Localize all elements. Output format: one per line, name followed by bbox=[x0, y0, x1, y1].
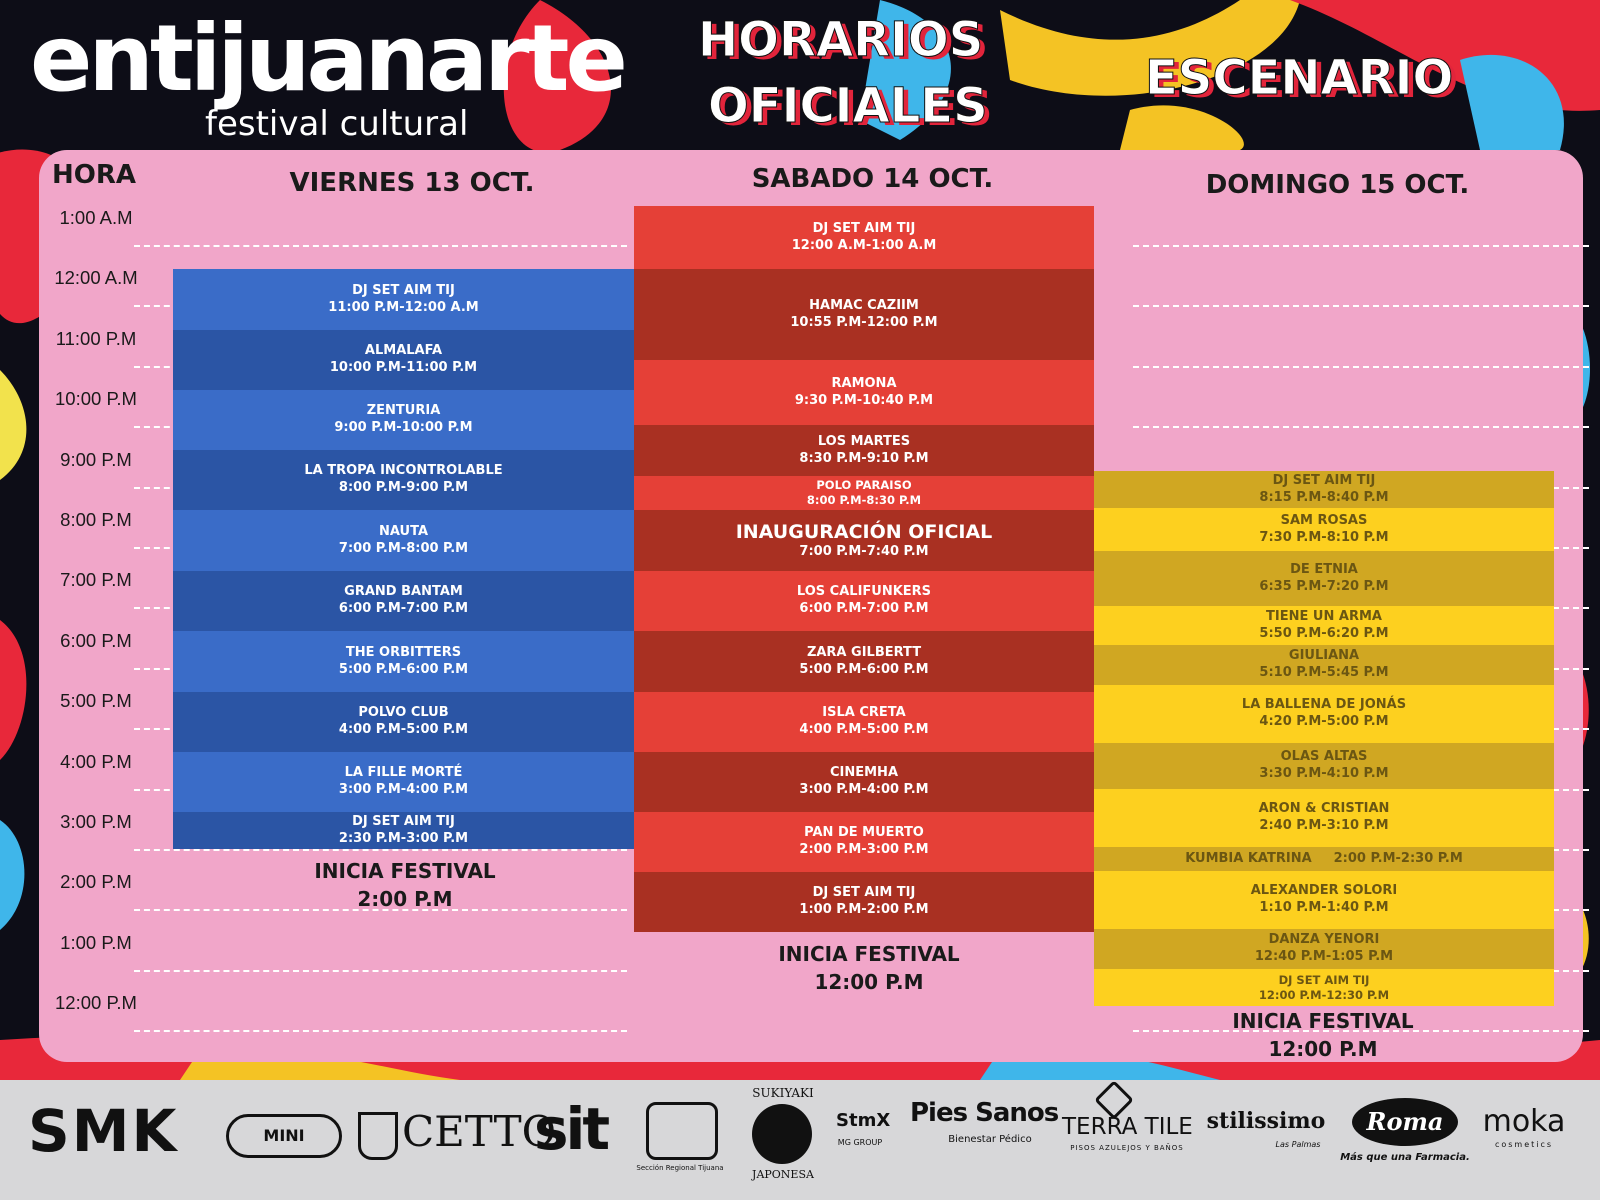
slot-artist: GRAND BANTAM bbox=[344, 584, 463, 600]
day-header-friday: VIERNES 13 OCT. bbox=[289, 168, 535, 198]
slot-artist: SAM ROSAS bbox=[1280, 512, 1368, 528]
slot-time: 8:30 P.M-9:10 P.M bbox=[799, 450, 929, 466]
schedule-slot bbox=[1094, 871, 1554, 929]
schedule-slot bbox=[173, 269, 634, 330]
hour-label: 11:00 P.M bbox=[55, 328, 137, 349]
slot-time: 8:00 P.M-8:30 P.M bbox=[806, 493, 922, 507]
slot-time: 3:30 P.M-4:10 P.M bbox=[1259, 766, 1389, 781]
sponsor-sukiyaki-bottom: JAPONESA bbox=[752, 1168, 814, 1181]
schedule-slot bbox=[634, 425, 1094, 476]
slot-time: 5:50 P.M-6:20 P.M bbox=[1259, 625, 1389, 641]
day-header-sunday: DOMINGO 15 OCT. bbox=[1205, 170, 1470, 200]
sponsor-stilissimo: stilissimo bbox=[1206, 1108, 1326, 1134]
slot-artist: KUMBIA KATRINA bbox=[1185, 850, 1312, 866]
hour-label: 12:00 P.M bbox=[55, 992, 137, 1013]
hour-label: 6:00 P.M bbox=[60, 630, 132, 651]
slot-time: 1:10 P.M-1:40 P.M bbox=[1259, 900, 1389, 915]
slot-artist: ALMALAFA bbox=[364, 343, 443, 359]
schedule-slot bbox=[634, 692, 1094, 752]
slot-artist: DJ SET AIM TIJ bbox=[812, 220, 916, 236]
brand-tagline: festival cultural bbox=[205, 104, 469, 144]
schedule-slot bbox=[173, 812, 634, 849]
schedule-slot bbox=[634, 872, 1094, 932]
slot-artist: DANZA YENORI bbox=[1268, 932, 1380, 948]
sponsor-sit: sit bbox=[534, 1095, 608, 1163]
slot-artist: DJ SET AIM TIJ bbox=[1272, 472, 1376, 488]
slot-time: 3:00 P.M-4:00 P.M bbox=[799, 782, 929, 797]
slot-artist: LOS MARTES bbox=[817, 433, 911, 449]
hour-label: 9:00 P.M bbox=[60, 449, 132, 470]
friday-festival-start bbox=[290, 857, 520, 913]
slot-time: 11:00 P.M-12:00 A.M bbox=[328, 299, 479, 315]
slot-time: 4:00 P.M-5:00 P.M bbox=[338, 722, 469, 737]
sponsor-terra-tile: TERRA TILE bbox=[1062, 1114, 1193, 1140]
slot-time: 8:15 P.M-8:40 P.M bbox=[1259, 489, 1389, 505]
slot-time: 12:00 P.M-12:30 P.M bbox=[1258, 987, 1390, 1002]
hour-label: 5:00 P.M bbox=[60, 690, 132, 711]
friday-inicia-time: 2:00 P.M bbox=[357, 887, 453, 911]
schedule-slot bbox=[1094, 929, 1554, 969]
schedule-slot bbox=[634, 360, 1094, 425]
title-escenario: ESCENARIO bbox=[1145, 50, 1454, 106]
slot-artist: ZENTURIA bbox=[366, 403, 441, 419]
hour-label: 1:00 A.M bbox=[59, 207, 133, 228]
schedule-slot bbox=[634, 206, 1094, 269]
slot-artist: POLVO CLUB bbox=[358, 705, 449, 721]
slot-time: 9:00 P.M-10:00 P.M bbox=[334, 420, 473, 435]
hour-label: 7:00 P.M bbox=[60, 569, 132, 590]
hour-label: 8:00 P.M bbox=[60, 509, 132, 530]
slot-time: 7:00 P.M-8:00 P.M bbox=[338, 540, 469, 556]
slot-artist: LA TROPA INCONTROLABLE bbox=[304, 463, 503, 479]
sponsor-stmx-sub: MG GROUP bbox=[837, 1138, 883, 1147]
slot-time: 12:40 P.M-1:05 P.M bbox=[1254, 949, 1394, 964]
slot-time: 7:30 P.M-8:10 P.M bbox=[1259, 529, 1389, 545]
slot-time: 8:00 P.M-9:00 P.M bbox=[338, 480, 469, 495]
hour-label: 4:00 P.M bbox=[60, 751, 132, 772]
slot-artist: GIULIANA bbox=[1288, 648, 1360, 664]
schedule-slot bbox=[173, 752, 634, 812]
slot-artist: DJ SET AIM TIJ bbox=[352, 282, 455, 298]
sponsor-pies-sanos: Pies Sanos bbox=[910, 1098, 1059, 1128]
saturday-festival-start bbox=[754, 940, 984, 996]
title-oficiales: OFICIALES bbox=[708, 78, 988, 134]
schedule-slot bbox=[173, 631, 634, 692]
slot-time: 10:55 P.M-12:00 P.M bbox=[790, 314, 938, 330]
sponsor-stmx: StmX bbox=[836, 1110, 891, 1131]
slot-artist: DJ SET AIM TIJ bbox=[812, 885, 916, 901]
schedule-slot bbox=[1094, 685, 1554, 743]
slot-artist: ZARA GILBERTT bbox=[806, 644, 922, 660]
sukiyaki-bowl-icon bbox=[752, 1104, 812, 1164]
hour-column-header: HORA bbox=[52, 160, 137, 190]
sunday-inicia-label: INICIA FESTIVAL bbox=[1232, 1009, 1414, 1033]
slot-time: 6:35 P.M-7:20 P.M bbox=[1259, 578, 1389, 594]
sponsor-cetto: CETTO bbox=[402, 1107, 557, 1156]
day-header-saturday: SABADO 14 OCT. bbox=[751, 164, 994, 194]
sponsor-seccion-regional: Sección Regional Tijuana bbox=[636, 1164, 724, 1172]
schedule-slot bbox=[634, 812, 1094, 872]
hour-label: 12:00 A.M bbox=[54, 267, 138, 288]
slot-time: 6:00 P.M-7:00 P.M bbox=[799, 601, 929, 616]
slot-time: 2:00 P.M-2:30 P.M bbox=[1333, 850, 1463, 866]
sponsors-bar bbox=[0, 1080, 1600, 1200]
hour-label: 10:00 P.M bbox=[55, 388, 137, 409]
slot-artist: LOS CALIFUNKERS bbox=[796, 584, 932, 600]
slot-artist: POLO PARAISO bbox=[816, 478, 912, 493]
saturday-inicia-time: 12:00 P.M bbox=[814, 970, 924, 994]
slot-artist: ALEXANDER SOLORI bbox=[1250, 883, 1398, 899]
schedule-slot bbox=[173, 390, 634, 450]
hour-label: 1:00 P.M bbox=[60, 932, 132, 953]
slot-artist: THE ORBITTERS bbox=[345, 644, 462, 660]
schedule-slot bbox=[634, 476, 1094, 510]
sponsor-moka: moka bbox=[1482, 1104, 1566, 1139]
slot-time: 5:00 P.M-6:00 P.M bbox=[799, 661, 929, 677]
slot-time: 5:00 P.M-6:00 P.M bbox=[338, 661, 469, 677]
slot-time: 1:00 P.M-2:00 P.M bbox=[799, 902, 929, 917]
slot-artist: ARON & CRISTIAN bbox=[1258, 801, 1390, 817]
sponsor-terra-tile-sub: PISOS AZULEJOS Y BAÑOS bbox=[1070, 1144, 1184, 1152]
slot-artist: TIENE UN ARMA bbox=[1266, 608, 1382, 624]
schedule-slot bbox=[173, 510, 634, 571]
title-horarios: HORARIOS bbox=[698, 12, 984, 68]
hour-label: 2:00 P.M bbox=[60, 871, 132, 892]
schedule-slot bbox=[1094, 789, 1554, 847]
slot-time: 2:40 P.M-3:10 P.M bbox=[1259, 818, 1389, 833]
sponsor-sukiyaki-top: SUKIYAKI bbox=[752, 1086, 814, 1100]
schedule-slot bbox=[634, 269, 1094, 360]
schedule-slot bbox=[173, 692, 634, 752]
slot-artist: ISLA CRETA bbox=[822, 705, 906, 721]
sponsor-stilissimo-sub: Las Palmas bbox=[1275, 1140, 1321, 1149]
sunday-inicia-time: 12:00 P.M bbox=[1268, 1037, 1378, 1061]
schedule-slot bbox=[1094, 645, 1554, 685]
slot-artist: INAUGURACIÓN OFICIAL bbox=[735, 520, 993, 543]
slot-time: 9:30 P.M-10:40 P.M bbox=[794, 392, 934, 408]
sponsor-smk: SMK bbox=[28, 1097, 179, 1165]
schedule-slot bbox=[1094, 969, 1554, 1006]
slot-time: 4:20 P.M-5:00 P.M bbox=[1259, 714, 1389, 729]
slot-time: 3:00 P.M-4:00 P.M bbox=[338, 782, 469, 797]
schedule-slot bbox=[634, 510, 1094, 571]
schedule-slot bbox=[1094, 471, 1554, 508]
friday-column bbox=[173, 0, 634, 1200]
sponsor-pies-sanos-sub: Bienestar Pédico bbox=[948, 1134, 1032, 1145]
schedule-slot bbox=[173, 330, 634, 390]
sponsor-roma: Roma bbox=[1352, 1098, 1458, 1146]
schedule-slot bbox=[1094, 847, 1554, 871]
slot-time: 2:00 P.M-3:00 P.M bbox=[799, 842, 929, 857]
slot-artist: DJ SET AIM TIJ bbox=[1278, 972, 1370, 987]
slot-artist: DE ETNIA bbox=[1290, 561, 1358, 577]
schedule-slot bbox=[1094, 551, 1554, 606]
slot-artist: OLAS ALTAS bbox=[1280, 749, 1368, 765]
slot-time: 4:00 P.M-5:00 P.M bbox=[799, 722, 929, 737]
schedule-slot bbox=[634, 752, 1094, 812]
brand-logo: entijuanarte bbox=[30, 5, 624, 112]
schedule-slot bbox=[634, 571, 1094, 631]
schedule-slot bbox=[1094, 508, 1554, 551]
slot-time: 2:30 P.M-3:00 P.M bbox=[338, 830, 469, 846]
hour-label: 3:00 P.M bbox=[60, 811, 132, 832]
slot-time: 5:10 P.M-5:45 P.M bbox=[1259, 665, 1389, 680]
slot-time: 6:00 P.M-7:00 P.M bbox=[338, 601, 469, 616]
slot-artist: HAMAC CAZIIM bbox=[809, 297, 919, 313]
schedule-slot bbox=[173, 450, 634, 510]
schedule-slot bbox=[1094, 606, 1554, 645]
slot-time: 12:00 A.M-1:00 A.M bbox=[791, 237, 937, 253]
slot-time: 7:00 P.M-7:40 P.M bbox=[799, 544, 929, 560]
schedule-slot bbox=[634, 631, 1094, 692]
slot-artist: RAMONA bbox=[831, 375, 897, 391]
slot-artist: DJ SET AIM TIJ bbox=[352, 813, 455, 829]
sponsor-roma-sub: Más que una Farmacia. bbox=[1340, 1152, 1470, 1163]
slot-artist: PAN DE MUERTO bbox=[804, 825, 924, 841]
saturday-column bbox=[634, 0, 1094, 1200]
cetto-shield-icon bbox=[358, 1112, 398, 1160]
saturday-inicia-label: INICIA FESTIVAL bbox=[778, 942, 960, 966]
schedule-slot bbox=[173, 571, 634, 631]
schedule-slot bbox=[1094, 743, 1554, 789]
slot-artist: CINEMHA bbox=[829, 765, 898, 781]
slot-artist: NAUTA bbox=[378, 523, 429, 539]
sponsor-moka-sub: cosmetics bbox=[1494, 1140, 1554, 1149]
sunday-festival-start bbox=[1208, 1007, 1438, 1063]
slot-artist: LA FILLE MORTÉ bbox=[344, 765, 463, 781]
slot-artist: LA BALLENA DE JONÁS bbox=[1241, 697, 1407, 713]
seccion-emblem-icon bbox=[646, 1102, 718, 1160]
friday-inicia-label: INICIA FESTIVAL bbox=[314, 859, 496, 883]
sponsor-mini: MINI bbox=[226, 1114, 342, 1158]
slot-time: 10:00 P.M-11:00 P.M bbox=[329, 360, 478, 375]
